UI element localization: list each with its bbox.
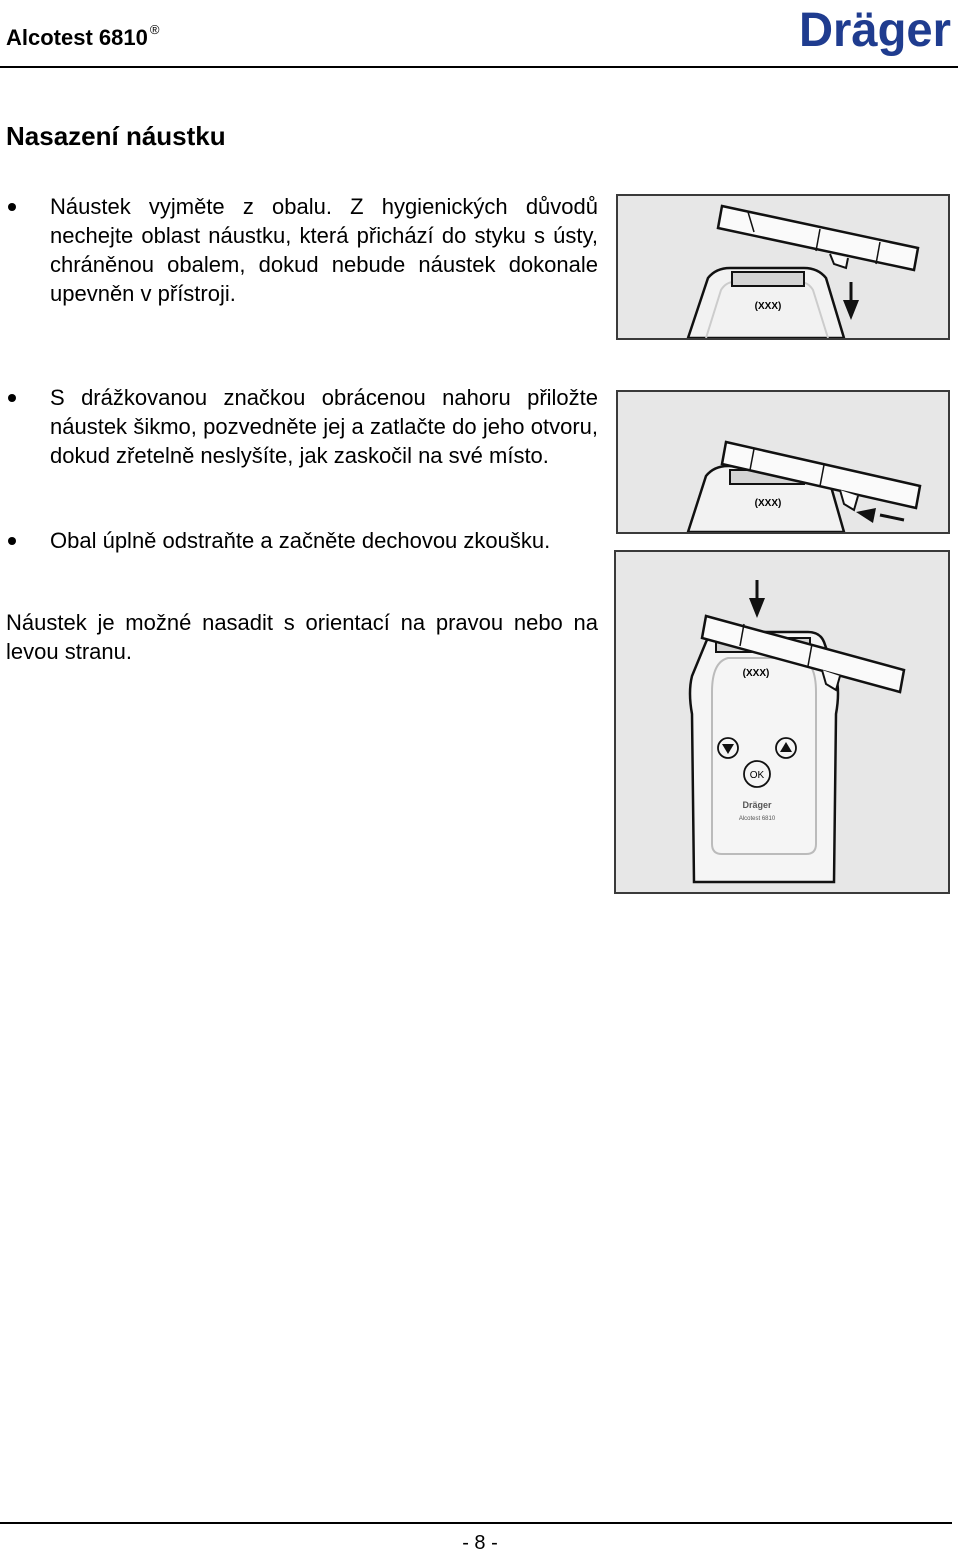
- bullet-icon: [8, 203, 16, 211]
- step-2-text: S drážkovanou značkou obrácenou nahoru přiložte náustek šikmo, pozvedněte jej a zatlačte do jeho otvoru, dokud zřetelně neslyšíte, jak zaskočil na své místo.: [50, 385, 598, 468]
- svg-text:OK: OK: [749, 770, 765, 781]
- step-1-text: Náustek vyjměte z obalu. Z hygienických důvodů nechejte oblast náustku, která přichází do styku s ústy, chráněnou obalem, dokud nebude náustek dokonale upevněn v přístroji.: [50, 194, 598, 306]
- section-title: Nasazení náustku: [6, 121, 226, 151]
- ok-button-icon: [744, 761, 770, 787]
- svg-text:(XXX): (XXX): [754, 498, 782, 509]
- step-3-text: Obal úplně odstraňte a začněte dechovou zkoušku.: [50, 528, 551, 553]
- screen-label: (XXX): [754, 301, 782, 312]
- footer-rule: [0, 1522, 952, 1524]
- orientation-note: Náustek je možné nasadit s orientací na pravou nebo na levou stranu.: [6, 610, 598, 664]
- drager-logo-text: Dräger: [799, 4, 951, 57]
- down-arrow-icon: [749, 580, 765, 618]
- header-rule: [0, 66, 958, 68]
- page-number: - 8 -: [462, 1532, 498, 1554]
- triangle-down-icon: [718, 738, 738, 758]
- svg-text:(XXX): (XXX): [742, 668, 770, 679]
- device-model: Alcotest 6810: [738, 816, 776, 822]
- bullet-icon: [8, 537, 16, 545]
- figure-insert-mouthpiece: [616, 390, 950, 534]
- left-arrow-icon: [856, 508, 904, 523]
- drager-logo: [795, 4, 955, 66]
- figure-remove-from-packaging: [616, 194, 950, 340]
- device-brand: Dräger: [742, 800, 772, 810]
- triangle-up-icon: [776, 738, 796, 758]
- down-arrow-icon: [843, 282, 859, 320]
- product-name: Alcotest 6810: [6, 25, 148, 50]
- figure-device-with-mouthpiece: [614, 550, 950, 894]
- document-title: [6, 22, 159, 51]
- registered-mark: ®: [149, 22, 160, 37]
- bullet-icon: [8, 394, 16, 402]
